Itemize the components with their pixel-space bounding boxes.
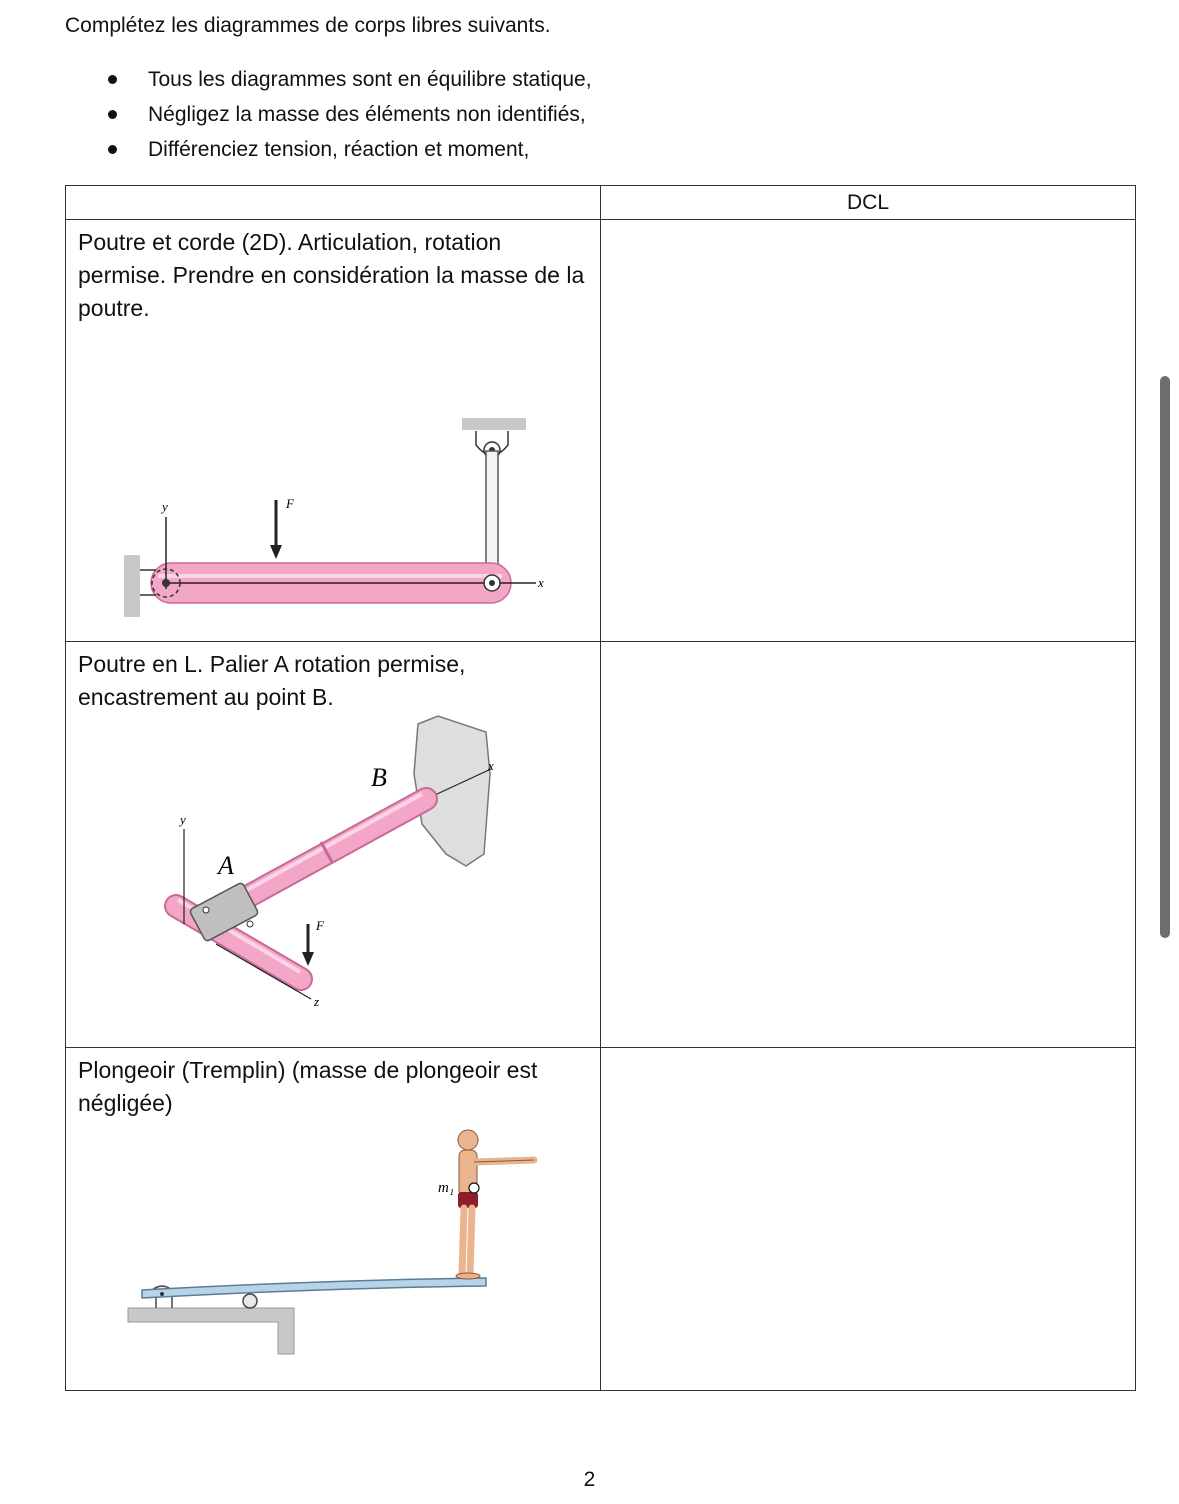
beam-rope-figure [66, 325, 598, 625]
center-of-mass-icon [469, 1183, 479, 1193]
force-label: F [286, 496, 294, 511]
platform [128, 1308, 294, 1354]
x-axis-label: x [488, 758, 494, 773]
table-row [66, 1048, 1136, 1391]
problem-description: Plongeoir (Tremplin) (masse de plongeoir est négligée) [78, 1057, 538, 1116]
point-a-label: A [218, 851, 234, 880]
problem-description: Poutre en L. Palier A rotation permise, encastrement au point B. [78, 651, 466, 710]
roller-support [243, 1294, 257, 1308]
diver [456, 1130, 534, 1279]
mass-label: m₁ [438, 1180, 455, 1196]
diving-board-figure [66, 1120, 598, 1390]
x-axis-label: x [538, 575, 544, 590]
problem-cell-diving-board [66, 1048, 601, 1391]
dcl-answer-cell[interactable] [601, 642, 1136, 1048]
dcl-answer-cell[interactable] [601, 1048, 1136, 1391]
table-row [66, 642, 1136, 1048]
wall-support [124, 555, 140, 617]
page-number: 2 [583, 1468, 596, 1491]
problem-cell-beam-rope [66, 220, 601, 642]
bullet-item: Tous les diagrammes sont en équilibre statique, [108, 66, 592, 101]
ceiling-support [462, 418, 526, 430]
header-dcl: DCL [601, 186, 1136, 220]
l-beam-figure [66, 714, 598, 1034]
y-axis-label: y [162, 499, 168, 514]
z-axis-label: z [314, 994, 320, 1009]
exercise-table [65, 185, 1136, 1391]
bullet-item: Négligez la masse des éléments non identifiés, [108, 101, 592, 136]
point-b-label: B [371, 763, 387, 792]
scrollbar[interactable] [1160, 376, 1170, 938]
table-header-row [66, 186, 1136, 220]
instruction-list [108, 66, 592, 171]
header-left [66, 186, 601, 220]
board [142, 1278, 486, 1298]
y-axis-label: y [180, 812, 186, 827]
intro-instruction: Complétez les diagrammes de corps libres suivants. [65, 14, 551, 37]
bullet-item: Différenciez tension, réaction et moment, [108, 136, 592, 171]
table-row [66, 220, 1136, 642]
problem-cell-l-beam [66, 642, 601, 1048]
problem-description: Poutre et corde (2D). Articulation, rotation permise. Prendre en considération la masse de la poutre. [78, 229, 585, 321]
dcl-answer-cell[interactable] [601, 220, 1136, 642]
force-label: F [316, 918, 324, 933]
